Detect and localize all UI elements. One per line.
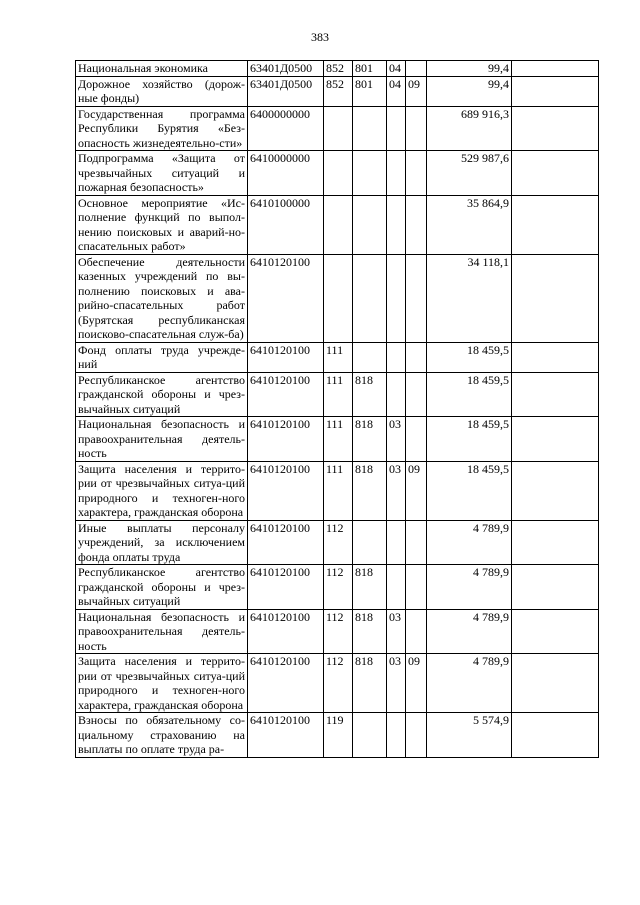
table-row: [76, 106, 599, 151]
cell-expense-type: 112: [324, 654, 353, 713]
cell-subsection: [406, 151, 427, 196]
cell-administrator: 818: [353, 609, 387, 654]
cell-name: Основное мероприятие «Ис-полнение функций по выпол-нению поисковых и аварий-но-спасательных работ»: [76, 195, 248, 254]
cell-section: [387, 713, 406, 758]
cell-target-article: 6410100000: [248, 195, 324, 254]
table-row: [76, 520, 599, 565]
cell-subsection: 09: [406, 76, 427, 106]
cell-amount: 689 916,3: [427, 106, 512, 151]
cell-expense-type: 111: [324, 372, 353, 417]
cell-name: Обеспечение деятельности казенных учреждений по вы-полнению поисковых и ава-рийно-спасательных работ (Бурятская республиканская поисково-спасательная служ-ба): [76, 254, 248, 342]
cell-empty: [512, 61, 599, 77]
cell-expense-type: 119: [324, 713, 353, 758]
cell-amount: 5 574,9: [427, 713, 512, 758]
cell-target-article: 6410120100: [248, 609, 324, 654]
cell-empty: [512, 565, 599, 610]
cell-expense-type: 852: [324, 61, 353, 77]
cell-expense-type: 112: [324, 609, 353, 654]
cell-section: [387, 565, 406, 610]
cell-subsection: [406, 372, 427, 417]
cell-expense-type: [324, 195, 353, 254]
cell-name: Защита населения и террито-рии от чрезвычайных ситуа-ций природного и техноген-ного характера, гражданская оборона: [76, 654, 248, 713]
cell-administrator: 801: [353, 61, 387, 77]
table-row: [76, 461, 599, 520]
cell-administrator: [353, 254, 387, 342]
cell-amount: 4 789,9: [427, 565, 512, 610]
cell-name: Национальная безопасность и правоохранительная деятель-ность: [76, 417, 248, 462]
cell-amount: 99,4: [427, 76, 512, 106]
budget-table: [75, 60, 599, 758]
table-row: [76, 372, 599, 417]
cell-section: 03: [387, 417, 406, 462]
table-row: [76, 654, 599, 713]
cell-empty: [512, 254, 599, 342]
cell-section: 03: [387, 609, 406, 654]
cell-expense-type: [324, 151, 353, 196]
cell-administrator: 801: [353, 76, 387, 106]
cell-empty: [512, 654, 599, 713]
cell-administrator: 818: [353, 461, 387, 520]
cell-section: [387, 195, 406, 254]
cell-administrator: [353, 151, 387, 196]
cell-administrator: [353, 520, 387, 565]
cell-subsection: 09: [406, 654, 427, 713]
cell-amount: 34 118,1: [427, 254, 512, 342]
cell-expense-type: 112: [324, 520, 353, 565]
cell-amount: 18 459,5: [427, 342, 512, 372]
page-number: 383: [311, 30, 329, 44]
table-row: [76, 342, 599, 372]
table-body: [76, 61, 599, 758]
cell-amount: 4 789,9: [427, 609, 512, 654]
cell-empty: [512, 76, 599, 106]
cell-amount: 4 789,9: [427, 520, 512, 565]
cell-amount: 99,4: [427, 61, 512, 77]
cell-subsection: [406, 254, 427, 342]
cell-administrator: [353, 713, 387, 758]
cell-target-article: 6410120100: [248, 565, 324, 610]
cell-target-article: 6410120100: [248, 342, 324, 372]
cell-subsection: [406, 565, 427, 610]
cell-empty: [512, 461, 599, 520]
cell-administrator: 818: [353, 372, 387, 417]
cell-target-article: 6410120100: [248, 372, 324, 417]
cell-amount: 18 459,5: [427, 372, 512, 417]
cell-administrator: [353, 106, 387, 151]
cell-target-article: 6400000000: [248, 106, 324, 151]
cell-target-article: 63401Д0500: [248, 76, 324, 106]
cell-subsection: [406, 195, 427, 254]
cell-administrator: [353, 195, 387, 254]
cell-subsection: [406, 417, 427, 462]
cell-empty: [512, 151, 599, 196]
cell-administrator: 818: [353, 565, 387, 610]
cell-subsection: [406, 61, 427, 77]
table-row: [76, 565, 599, 610]
cell-empty: [512, 342, 599, 372]
cell-subsection: [406, 713, 427, 758]
cell-administrator: 818: [353, 654, 387, 713]
cell-section: [387, 520, 406, 565]
cell-section: [387, 106, 406, 151]
cell-name: Дорожное хозяйство (дорож-ные фонды): [76, 76, 248, 106]
cell-amount: 529 987,6: [427, 151, 512, 196]
table-row: [76, 61, 599, 77]
cell-target-article: 6410120100: [248, 417, 324, 462]
cell-subsection: [406, 342, 427, 372]
cell-subsection: 09: [406, 461, 427, 520]
cell-name: Подпрограмма «Защита от чрезвычайных ситуаций и пожарная безопасность»: [76, 151, 248, 196]
cell-name: Республиканское агентство гражданской обороны и чрез-вычайных ситуаций: [76, 372, 248, 417]
cell-expense-type: 111: [324, 417, 353, 462]
cell-name: Взносы по обязательному со-циальному страхованию на выплаты по оплате труда ра-: [76, 713, 248, 758]
cell-section: [387, 151, 406, 196]
cell-empty: [512, 106, 599, 151]
table-row: [76, 76, 599, 106]
cell-amount: 18 459,5: [427, 461, 512, 520]
cell-name: Республиканское агентство гражданской обороны и чрез-вычайных ситуаций: [76, 565, 248, 610]
cell-expense-type: 852: [324, 76, 353, 106]
cell-name: Защита населения и террито-рии от чрезвычайных ситуа-ций природного и техноген-ного характера, гражданская оборона: [76, 461, 248, 520]
table-row: [76, 151, 599, 196]
cell-section: 03: [387, 461, 406, 520]
cell-name: Национальная экономика: [76, 61, 248, 77]
table-row: [76, 417, 599, 462]
cell-target-article: 6410120100: [248, 654, 324, 713]
cell-target-article: 6410120100: [248, 520, 324, 565]
cell-name: Национальная безопасность и правоохранительная деятель-ность: [76, 609, 248, 654]
cell-section: 04: [387, 61, 406, 77]
cell-amount: 18 459,5: [427, 417, 512, 462]
cell-section: 03: [387, 654, 406, 713]
cell-section: [387, 372, 406, 417]
cell-empty: [512, 195, 599, 254]
cell-expense-type: 112: [324, 565, 353, 610]
table-row: [76, 254, 599, 342]
cell-target-article: 6410120100: [248, 461, 324, 520]
cell-administrator: 818: [353, 417, 387, 462]
cell-target-article: 6410120100: [248, 254, 324, 342]
cell-expense-type: [324, 106, 353, 151]
cell-empty: [512, 520, 599, 565]
cell-administrator: [353, 342, 387, 372]
cell-empty: [512, 417, 599, 462]
cell-target-article: 6410000000: [248, 151, 324, 196]
cell-section: [387, 254, 406, 342]
cell-empty: [512, 372, 599, 417]
cell-section: [387, 342, 406, 372]
cell-subsection: [406, 609, 427, 654]
cell-name: Иные выплаты персоналу учреждений, за исключением фонда оплаты труда: [76, 520, 248, 565]
cell-name: Государственная программа Республики Бурятия «Без-опасность жизнедеятельно-сти»: [76, 106, 248, 151]
table-row: [76, 609, 599, 654]
cell-expense-type: 111: [324, 461, 353, 520]
cell-subsection: [406, 520, 427, 565]
cell-section: 04: [387, 76, 406, 106]
cell-empty: [512, 609, 599, 654]
table-row: [76, 713, 599, 758]
table-row: [76, 195, 599, 254]
cell-name: Фонд оплаты труда учрежде-ний: [76, 342, 248, 372]
cell-empty: [512, 713, 599, 758]
cell-subsection: [406, 106, 427, 151]
cell-amount: 35 864,9: [427, 195, 512, 254]
cell-expense-type: 111: [324, 342, 353, 372]
cell-target-article: 63401Д0500: [248, 61, 324, 77]
cell-target-article: 6410120100: [248, 713, 324, 758]
cell-expense-type: [324, 254, 353, 342]
cell-amount: 4 789,9: [427, 654, 512, 713]
